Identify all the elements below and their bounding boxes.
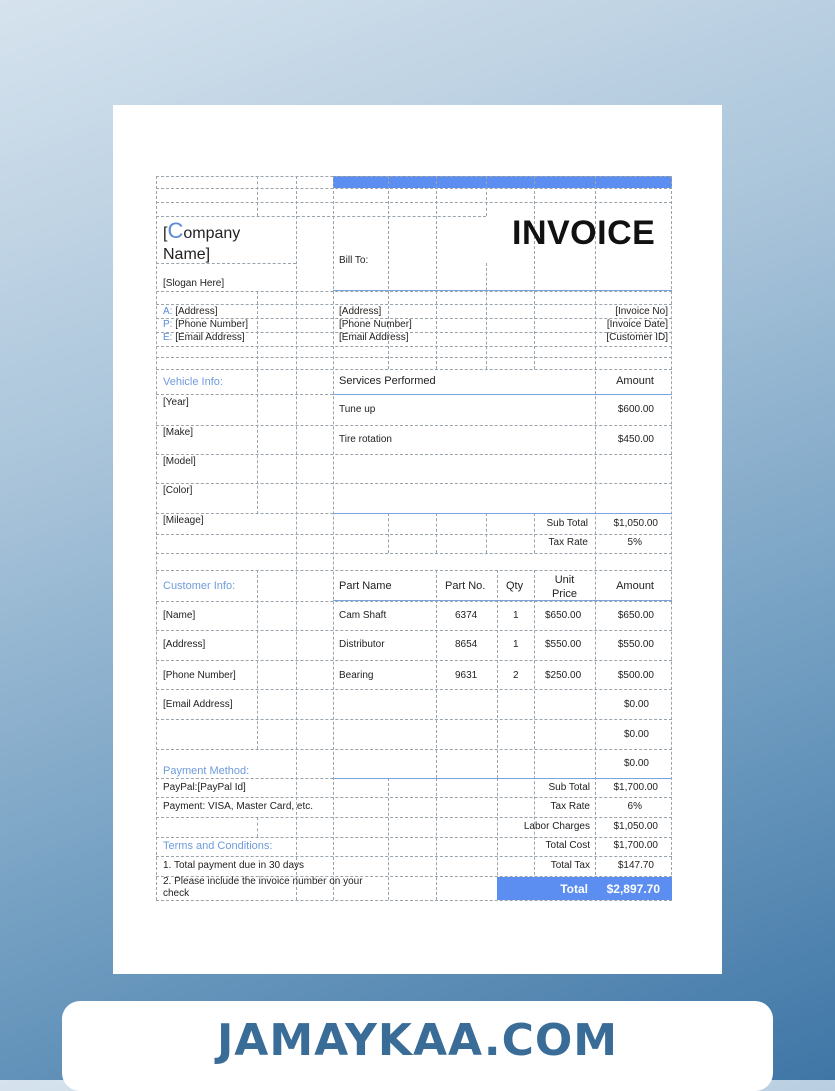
services-amount-header: Amount <box>616 375 654 387</box>
labor-charges-value: $1,050.00 <box>613 821 658 832</box>
services-taxrate-label: Tax Rate <box>548 537 588 548</box>
subtotal-value: $1,700.00 <box>613 782 658 793</box>
invoice-page <box>113 105 722 974</box>
part-no: 9631 <box>455 670 478 681</box>
grand-total-value: $2,897.70 <box>606 882 660 896</box>
vehicle-year: [Year] <box>163 397 189 408</box>
part-no: 8654 <box>455 639 478 650</box>
company-slogan: [Slogan Here] <box>163 278 225 289</box>
part-qty: 1 <box>513 639 519 650</box>
header-accent-bar <box>333 176 672 188</box>
bill-to-label: Bill To: <box>339 255 369 266</box>
vehicle-model: [Model] <box>163 456 196 467</box>
customer-phone: [Phone Number] <box>163 670 236 681</box>
vehicle-color: [Color] <box>163 485 193 496</box>
service-row-amount: $600.00 <box>617 404 654 415</box>
customer-info-label: Customer Info: <box>163 580 236 592</box>
part-no: 6374 <box>455 610 478 621</box>
part-amount-empty: $0.00 <box>623 729 649 740</box>
part-unit-price: $550.00 <box>545 639 582 650</box>
terms-label: Terms and Conditions: <box>163 840 273 852</box>
parts-no-header: Part No. <box>445 580 486 592</box>
customer-id: [Customer ID] <box>606 332 668 343</box>
payment-paypal: PayPal:[PayPal Id] <box>163 782 246 793</box>
part-amount: $650.00 <box>617 610 654 621</box>
part-qty: 1 <box>513 610 519 621</box>
taxrate-label: Tax Rate <box>550 801 590 812</box>
service-row-amount: $450.00 <box>617 434 654 445</box>
customer-address: [Address] <box>163 639 206 650</box>
services-subtotal-label: Sub Total <box>546 518 588 529</box>
invoice-number: [Invoice No] <box>615 306 668 317</box>
part-amount: $500.00 <box>617 670 654 681</box>
service-row-desc: Tire rotation <box>339 434 392 445</box>
services-subtotal: $1,050.00 <box>613 518 658 529</box>
part-amount: $550.00 <box>617 639 654 650</box>
contact-phone: P: [Phone Number] <box>163 319 249 330</box>
part-qty: 2 <box>513 670 519 681</box>
part-unit-price: $650.00 <box>545 610 582 621</box>
total-cost-label: Total Cost <box>545 840 590 851</box>
bill-to-phone: [Phone Number] <box>339 319 412 330</box>
taxrate-value: 6% <box>627 801 642 812</box>
grand-total-label: Total <box>560 882 588 896</box>
part-name: Bearing <box>339 670 374 681</box>
part-amount-empty: $0.00 <box>623 699 649 710</box>
total-cost-value: $1,700.00 <box>613 840 658 851</box>
services-header: Services Performed <box>339 375 436 387</box>
service-row-desc: Tune up <box>339 404 376 415</box>
payment-method-label: Payment Method: <box>163 765 250 777</box>
part-amount-empty: $0.00 <box>623 758 649 769</box>
total-tax-label: Total Tax <box>550 860 590 871</box>
parts-amount-header: Amount <box>616 580 654 592</box>
company-name: [Company Name] <box>163 218 241 263</box>
vehicle-make: [Make] <box>163 427 194 438</box>
part-unit-price: $250.00 <box>545 670 582 681</box>
services-taxrate: 5% <box>627 537 642 548</box>
bill-to-email: [Email Address] <box>339 332 409 343</box>
part-name: Cam Shaft <box>339 610 387 621</box>
contact-email: E: [Email Address] <box>163 332 245 343</box>
total-tax-value: $147.70 <box>617 860 654 871</box>
invoice-sheet <box>156 176 672 901</box>
invoice-date: [Invoice Date] <box>606 319 668 330</box>
parts-qty-header: Qty <box>506 580 524 592</box>
parts-unit-price-header: Unit Price <box>551 574 578 600</box>
vehicle-info-label: Vehicle Info: <box>163 376 223 388</box>
vehicle-mileage: [Mileage] <box>163 515 204 526</box>
part-name: Distributor <box>339 639 385 650</box>
subtotal-label: Sub Total <box>548 782 590 793</box>
bill-to-address: [Address] <box>339 306 382 317</box>
customer-name: [Name] <box>163 610 196 621</box>
parts-name-header: Part Name <box>339 580 392 592</box>
grand-total-bar <box>497 877 672 900</box>
terms-line-2: 2. Please include the invoice number on your check <box>163 876 363 899</box>
payment-cards: Payment: VISA, Master Card, etc. <box>163 801 314 812</box>
contact-address: A: [Address] <box>163 306 218 317</box>
site-banner <box>62 1001 773 1091</box>
invoice-title: INVOICE <box>512 214 656 252</box>
labor-charges-label: Labor Charges <box>523 821 590 832</box>
customer-email: [Email Address] <box>163 699 233 710</box>
site-banner-text: JAMAYKAA.COM <box>216 1015 619 1066</box>
terms-line-1: 1. Total payment due in 30 days <box>163 860 305 871</box>
